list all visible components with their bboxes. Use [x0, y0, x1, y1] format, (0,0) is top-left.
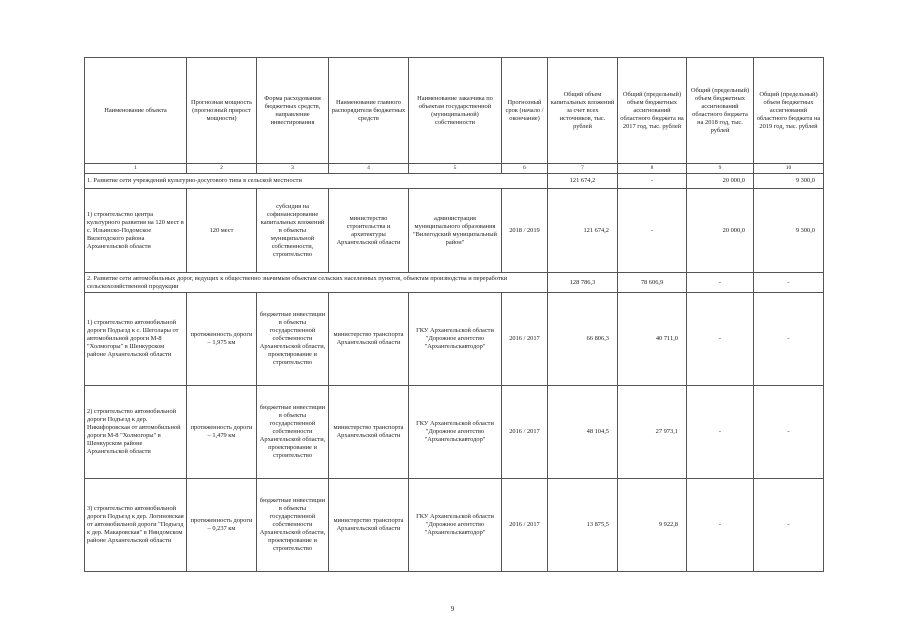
- object-capacity: 120 мест: [187, 189, 257, 273]
- road-capacity: протяженность дороги – 1,479 км: [187, 386, 257, 479]
- object-total: 121 674,2: [548, 189, 618, 273]
- section-total: 121 674,2: [548, 174, 618, 189]
- page-number: 9: [450, 605, 455, 613]
- road-customer: ГКУ Архангельской области "Дорожное агентство "Архангельскавтодор": [409, 386, 502, 479]
- table-row: [85, 479, 824, 572]
- column-number-row: [85, 164, 824, 174]
- road-total: 66 806,3: [548, 293, 618, 386]
- section-2018: -: [687, 273, 754, 293]
- column-number: 6: [502, 164, 548, 174]
- header-spending-form: Форма расходования бюджетных средств, направление инвестирования: [257, 58, 329, 164]
- road-period: 2016 / 2017: [502, 293, 548, 386]
- road-2017: 27 973,1: [618, 386, 687, 479]
- object-form: субсидия на софинансирование капитальных вложений в объекты муниципальной собственности, строительство: [257, 189, 329, 273]
- object-2019: 9 300,0: [754, 189, 824, 273]
- road-name: 3) строительство автомобильной дороги Подъезд к дер. Логиновская от автомобильной дороги "Подъезд к дер. Макаровская" в Няндомском районе Архангельской области: [85, 479, 187, 572]
- section-2019: -: [754, 273, 824, 293]
- column-number: 3: [257, 164, 329, 174]
- section-2019: 9 300,0: [754, 174, 824, 189]
- road-2019: -: [754, 479, 824, 572]
- road-total: 48 104,5: [548, 386, 618, 479]
- road-2017: 9 922,8: [618, 479, 687, 572]
- object-name: 1) строительство центра культурного развития на 120 мест в с. Ильинско-Подомское Вилегодского района Архангельской области: [85, 189, 187, 273]
- column-number: 8: [618, 164, 687, 174]
- road-customer: ГКУ Архангельской области "Дорожное агентство "Архангельскавтодор": [409, 293, 502, 386]
- header-customer: Наименование заказчика по объектам государственной (муниципальной) собственности: [409, 58, 502, 164]
- table-row: [85, 293, 824, 386]
- header-budget-2018: Общий (предельный) объем бюджетных ассигнований областного бюджета на 2018 год, тыс. рублей: [687, 58, 754, 164]
- road-2018: -: [687, 479, 754, 572]
- object-manager: министерство строительства и архитектуры Архангельской области: [329, 189, 409, 273]
- table-row: [85, 189, 824, 273]
- header-budget-2019: Общий (предельный) объем бюджетных ассигнований областного бюджета на 2019 год, тыс. рублей: [754, 58, 824, 164]
- road-capacity: протяженность дороги – 1,975 км: [187, 293, 257, 386]
- road-total: 13 875,5: [548, 479, 618, 572]
- column-number: 2: [187, 164, 257, 174]
- road-form: бюджетные инвестиции в объекты государственной собственности Архангельской области, проектирование и строительство: [257, 479, 329, 572]
- header-period: Прогнозный срок (начало / окончание): [502, 58, 548, 164]
- column-number: 9: [687, 164, 754, 174]
- header-budget-2017: Общий (предельный) объем бюджетных ассигнований областного бюджета на 2017 год, тыс. рублей: [618, 58, 687, 164]
- road-2019: -: [754, 386, 824, 479]
- header-row: [85, 58, 824, 164]
- object-2017: -: [618, 189, 687, 273]
- object-customer: администрация муниципального образования "Вилегодский муниципальный район": [409, 189, 502, 273]
- road-capacity: протяженность дороги – 0,237 км: [187, 479, 257, 572]
- road-2018: -: [687, 293, 754, 386]
- road-2017: 40 711,0: [618, 293, 687, 386]
- road-manager: министерство транспорта Архангельской области: [329, 386, 409, 479]
- road-manager: министерство транспорта Архангельской области: [329, 293, 409, 386]
- section-2017: -: [618, 174, 687, 189]
- header-object-name: Наименование объекта: [85, 58, 187, 164]
- section-total: 128 786,3: [548, 273, 618, 293]
- column-number: 1: [85, 164, 187, 174]
- header-total-investment: Общий объем капитальных вложений за счет всех источников, тыс. рублей: [548, 58, 618, 164]
- road-customer: ГКУ Архангельской области "Дорожное агентство "Архангельскавтодор": [409, 479, 502, 572]
- section-row-culture: [85, 174, 824, 189]
- section-row-roads: [85, 273, 824, 293]
- road-form: бюджетные инвестиции в объекты государственной собственности Архангельской области, проектирование и строительство: [257, 386, 329, 479]
- column-number: 4: [329, 164, 409, 174]
- column-number: 7: [548, 164, 618, 174]
- section-title: 2. Развитие сети автомобильных дорог, ведущих к общественно значимым объектам сельских населенных пунктов, объектам производства и переработки сельскохозяйственной продукции: [85, 273, 548, 293]
- road-2019: -: [754, 293, 824, 386]
- road-2018: -: [687, 386, 754, 479]
- road-manager: министерство транспорта Архангельской области: [329, 479, 409, 572]
- road-name: 1) строительство автомобильной дороги Подъезд к с. Шеголары от автомобильной дороги М-8 "Холмогоры" в Шенкурском районе Архангельской области: [85, 293, 187, 386]
- section-2018: 20 000,0: [687, 174, 754, 189]
- column-number: 5: [409, 164, 502, 174]
- column-number: 10: [754, 164, 824, 174]
- road-form: бюджетные инвестиции в объекты государственной собственности Архангельской области, проектирование и строительство: [257, 293, 329, 386]
- investment-table: [84, 57, 824, 572]
- road-name: 2) строительство автомобильной дороги Подъезд к дер. Никифоровская от автомобильной дороги М-8 "Холмогоры" в Шенкурском районе Архангельской области: [85, 386, 187, 479]
- object-period: 2018 / 2019: [502, 189, 548, 273]
- table-row: [85, 386, 824, 479]
- section-2017: 78 606,9: [618, 273, 687, 293]
- header-capacity: Прогнозная мощность (прогнозный прирост мощности): [187, 58, 257, 164]
- section-title: 1. Развитие сети учреждений культурно-досугового типа в сельской местности: [85, 174, 548, 189]
- object-2018: 20 000,0: [687, 189, 754, 273]
- road-period: 2016 / 2017: [502, 479, 548, 572]
- road-period: 2016 / 2017: [502, 386, 548, 479]
- header-budget-manager: Наименование главного распорядителя бюджетных средств: [329, 58, 409, 164]
